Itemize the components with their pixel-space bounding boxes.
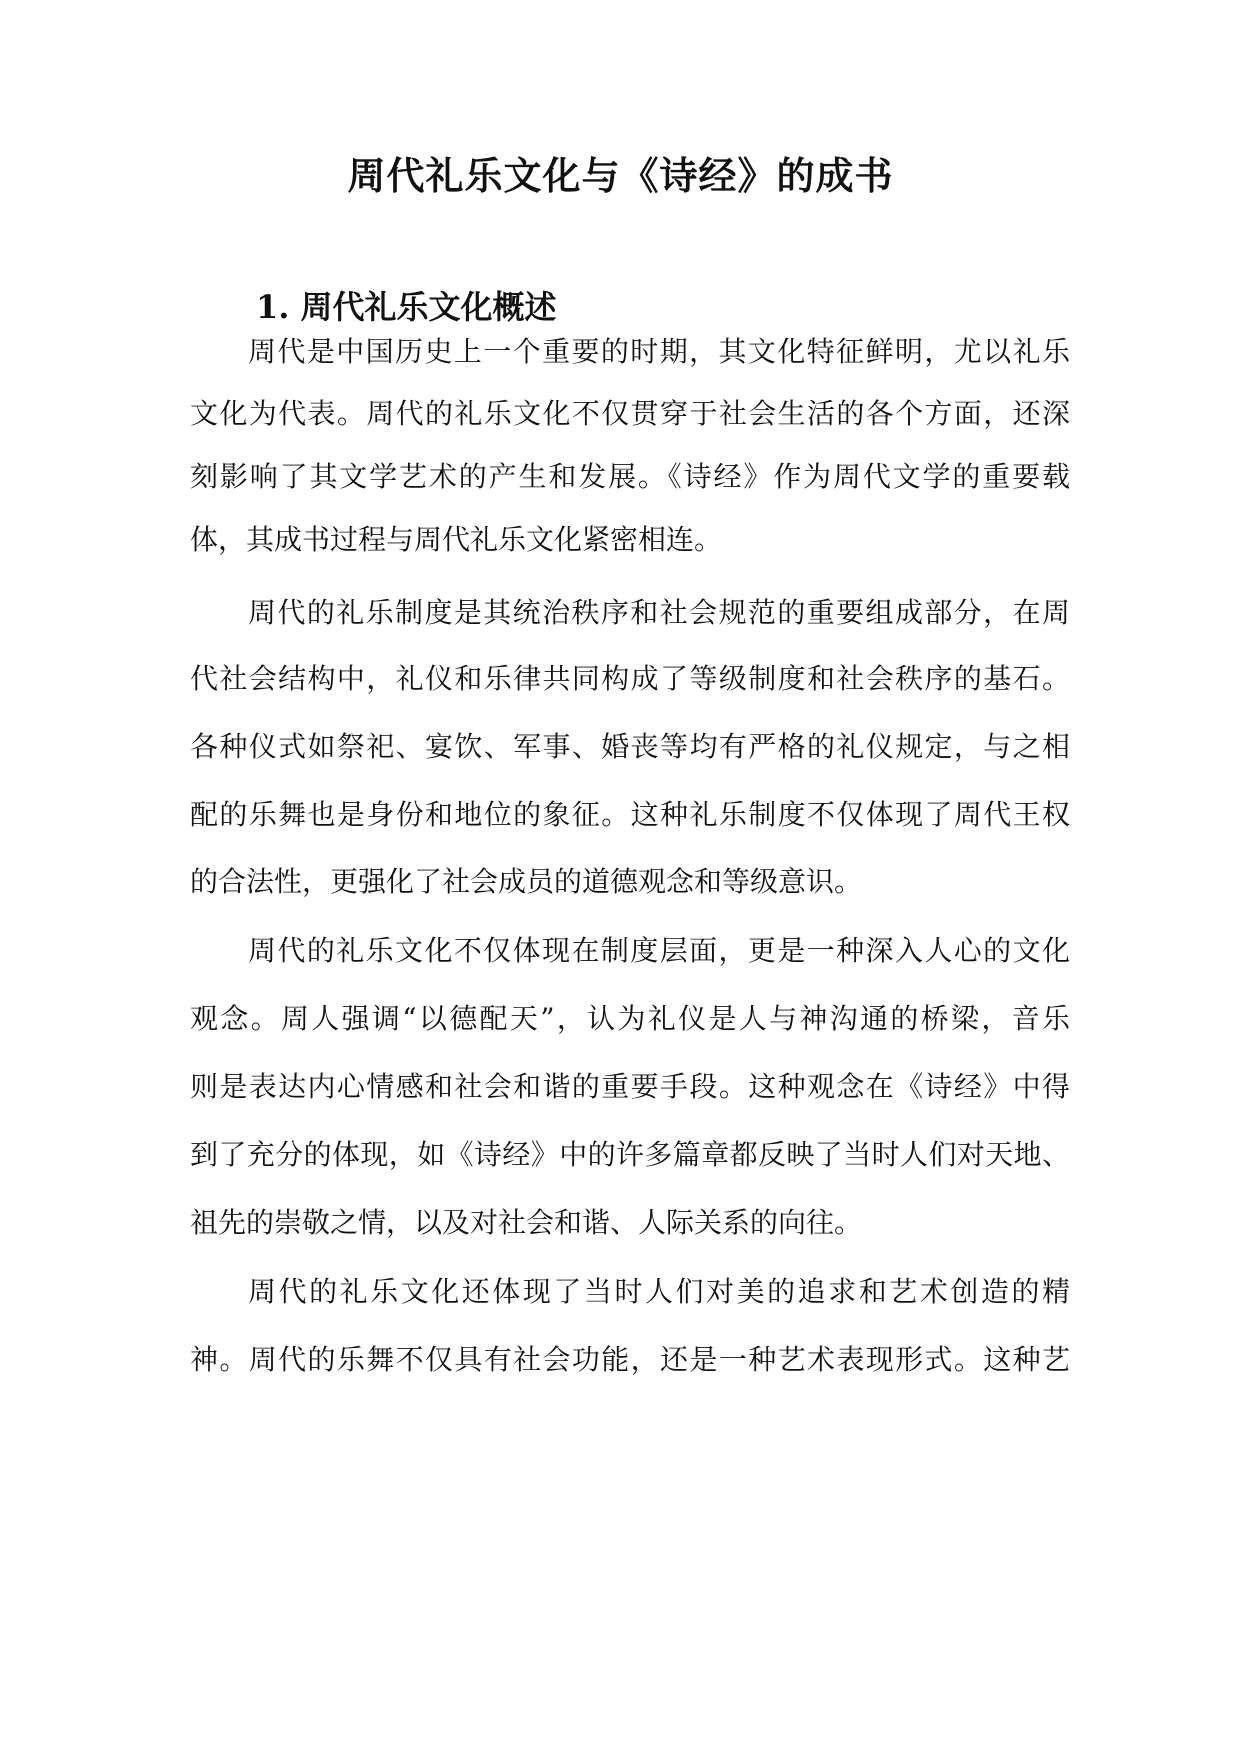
paragraph-line: 各种仪式如祭祀、宴饮、军事、婚丧等均有严格的礼仪规定，与之相	[190, 730, 1070, 763]
paragraph-line: 到了充分的体现，如《诗经》中的许多篇章都反映了当时人们对天地、	[190, 1138, 1070, 1171]
paragraph-line: 周代是中国历史上一个重要的时期，其文化特征鲜明，尤以礼乐	[248, 335, 1070, 368]
paragraph-line: 祖先的崇敬之情，以及对社会和谐、人际关系的向往。	[190, 1206, 863, 1239]
paragraph-line: 配的乐舞也是身份和地位的象征。这种礼乐制度不仅体现了周代王权	[190, 798, 1070, 831]
section-heading: 1. 周代礼乐文化概述	[256, 288, 557, 326]
paragraph-line: 则是表达内心情感和社会和谐的重要手段。这种观念在《诗经》中得	[190, 1070, 1070, 1103]
paragraph-line: 体，其成书过程与周代礼乐文化紧密相连。	[190, 523, 723, 556]
paragraph-line: 刻影响了其文学艺术的产生和发展。《诗经》作为周代文学的重要载	[190, 460, 1070, 493]
paragraph-line: 周代的礼乐制度是其统治秩序和社会规范的重要组成部分，在周	[248, 596, 1070, 629]
paragraph-line: 文化为代表。周代的礼乐文化不仅贯穿于社会生活的各个方面，还深	[190, 397, 1070, 430]
paragraph-line: 周代的礼乐文化还体现了当时人们对美的追求和艺术创造的精	[248, 1275, 1070, 1308]
paragraph-line: 神。周代的乐舞不仅具有社会功能，还是一种艺术表现形式。这种艺	[190, 1343, 1070, 1376]
document-title: 周代礼乐文化与《诗经》的成书	[347, 153, 894, 198]
paragraph-line: 的合法性，更强化了社会成员的道德观念和等级意识。	[190, 865, 863, 898]
paragraph-line: 观念。周人强调“以德配天”，认为礼仪是人与神沟通的桥梁，音乐	[190, 1002, 1070, 1035]
paragraph-line: 周代的礼乐文化不仅体现在制度层面，更是一种深入人心的文化	[248, 934, 1070, 967]
paragraph-line: 代社会结构中，礼仪和乐律共同构成了等级制度和社会秩序的基石。	[190, 662, 1070, 695]
